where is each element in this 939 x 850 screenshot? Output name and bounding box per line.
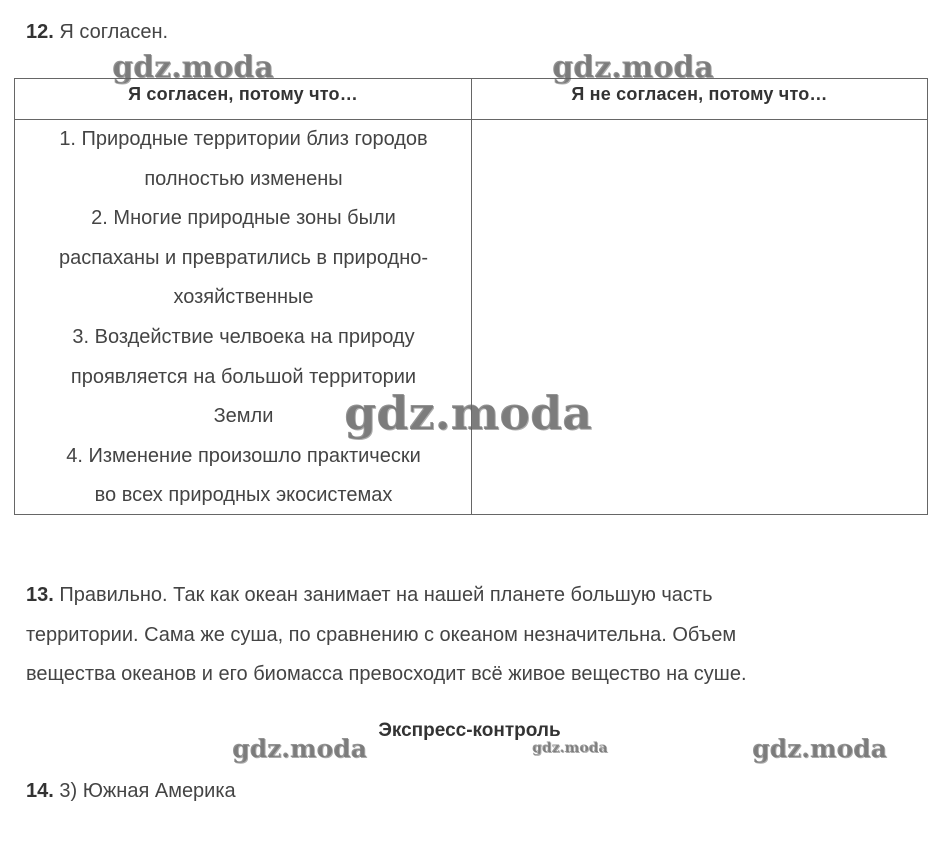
agree-line: 4. Изменение произошло практически [66,444,421,467]
agree-line: хозяйственные [173,286,314,309]
watermark: gdz.moda [532,740,608,756]
watermark: gdz.moda [344,386,592,440]
item-13-line-1: Правильно. Так как океан занимает на нашей планете большую часть [53,584,713,606]
table-header-agree: Я согласен, потому что… [15,79,472,120]
item-13-line [26,576,926,616]
item-14-number: 14. [26,780,54,802]
item-12 [26,20,168,44]
item-12-text: Я согласен. [59,21,169,43]
agree-line: 1. Природные территории близ городов [59,128,428,150]
item-13-line-2: территории. Сама же суша, по сравнению с океаном незначительна. Объем [26,623,737,646]
watermark: gdz.moda [112,50,274,85]
table-cell-agree [15,120,472,516]
agree-line: 2. Многие природные зоны были [91,207,396,230]
agree-line: проявляется на большой территории [70,365,417,388]
agree-line: распаханы и превратились в природно- [58,246,429,269]
agree-line: полностью изменены [144,167,343,190]
agree-line: 3. Воздействие челвоека на природу [72,325,415,348]
table-header-disagree: Я не согласен, потому что… [472,79,927,120]
item-14-text: 3) Южная Америка [53,780,236,802]
answer-table [14,78,928,515]
item-12-number: 12. [26,21,54,43]
watermark: gdz.moda [232,734,367,763]
watermark: gdz.moda [752,734,887,763]
agree-line: Земли [213,405,274,428]
agree-line: во всех природных экосистемах [94,484,393,507]
watermark: gdz.moda [552,50,714,85]
item-13 [26,576,926,695]
item-13-number: 13. [26,584,54,606]
item-13-line-3: вещества океанов и его биомасса превосходит всё живое вещество на суше. [26,663,747,685]
section-heading: Экспресс-контроль [378,720,561,741]
item-14 [26,779,236,803]
